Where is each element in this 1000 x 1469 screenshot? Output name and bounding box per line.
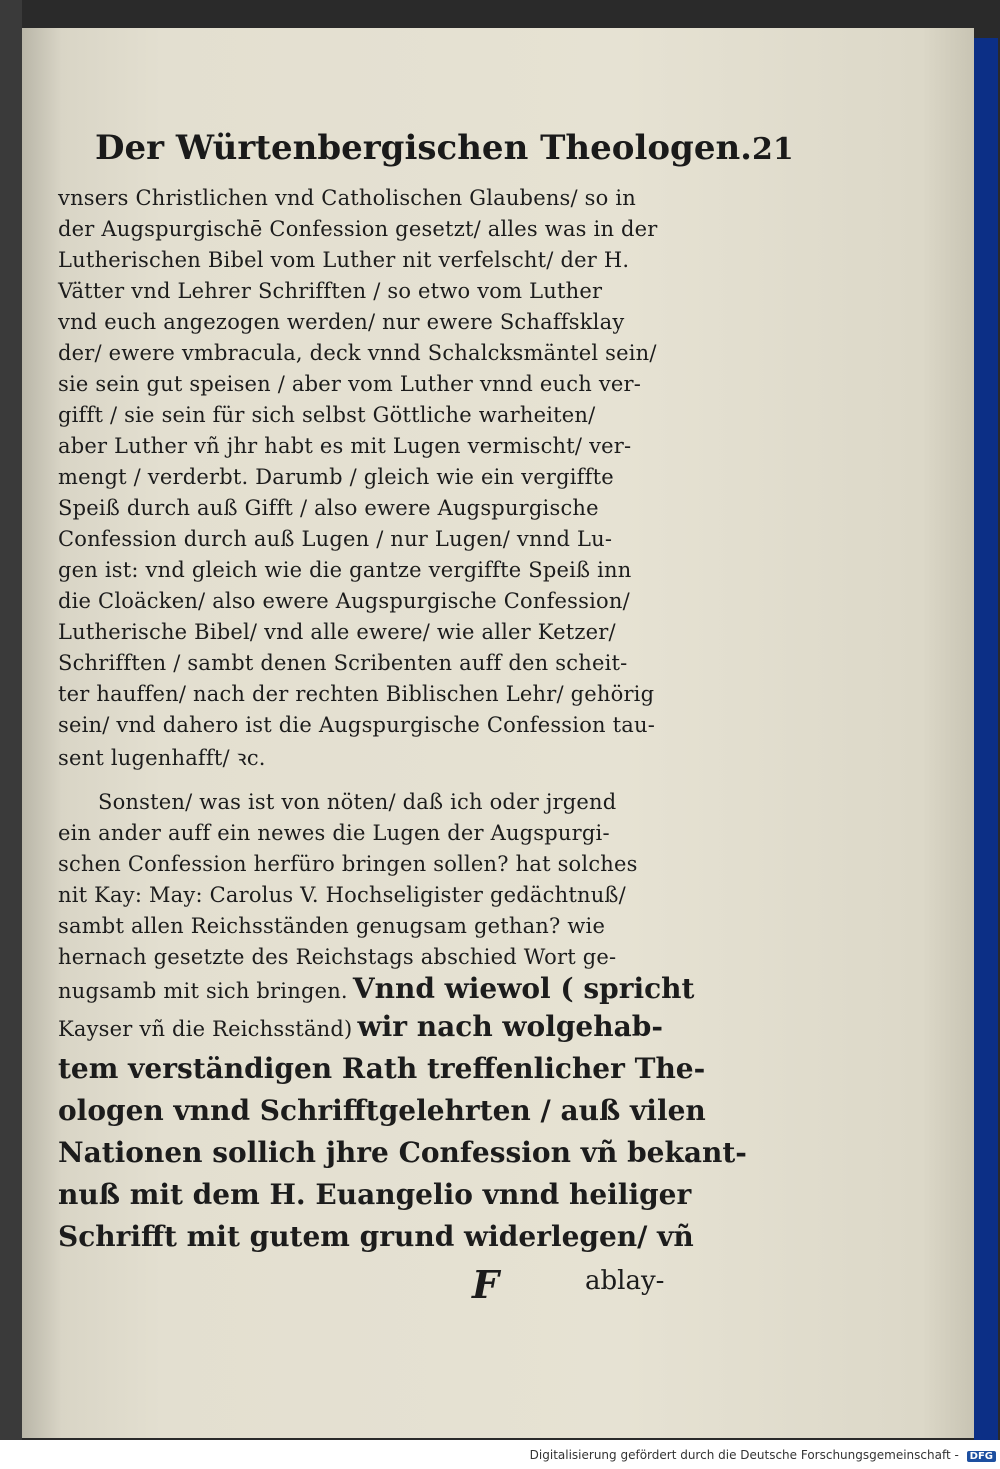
text-line: sein/ vnd dahero ist die Augspurgische Confession tau- (58, 713, 656, 737)
text-line: Speiß durch auß Gifft / also ewere Augspurgische (58, 496, 599, 520)
text-line: mengt / verderbt. Darumb / gleich wie ein vergiffte (58, 465, 614, 489)
text-line: Vätter vnd Lehrer Schrifften / so etwo vom Luther (58, 279, 603, 303)
text-line: Lutherischen Bibel vom Luther nit verfelscht/ der H. (58, 248, 630, 272)
text-line: ter hauffen/ nach der rechten Biblischen Lehr/ gehörig (58, 682, 655, 706)
text-line: Sonsten/ was ist von nöten/ daß ich oder jrgend (98, 790, 617, 814)
text-line: hernach gesetzte des Reichstags abschied Wort ge- (58, 945, 617, 969)
text-line: sent lugenhafft/ ꝛc. (58, 746, 266, 770)
catchword: ablay- (585, 1266, 665, 1296)
page-number: 21 (752, 132, 794, 167)
text-line: Schrifften / sambt denen Scribenten auff den scheit- (58, 651, 628, 675)
running-title: Der Würtenbergischen Theologen. (95, 128, 753, 168)
text-line: gen ist: vnd gleich wie die gantze vergiffte Speiß inn (58, 558, 632, 582)
text-line: Confession durch auß Lugen / nur Lugen/ vnnd Lu- (58, 527, 613, 551)
text-line: schen Confession herfüro bringen sollen? hat solches (58, 852, 638, 876)
text-line-large: tem verständigen Rath treffenlicher The- (58, 1052, 706, 1085)
text-line: sambt allen Reichsständen genugsam gethan? wie (58, 914, 606, 938)
footer-text: Digitalisierung gefördert durch die Deutsche Forschungsgemeinschaft - (529, 1448, 959, 1462)
text-line: aber Luther vñ jhr habt es mit Lugen vermischt/ ver- (58, 434, 632, 458)
text-line: die Cloäcken/ also ewere Augspurgische Confession/ (58, 589, 630, 613)
footer-credit (0, 1448, 996, 1462)
text-line: Lutherische Bibel/ vnd alle ewere/ wie aller Ketzer/ (58, 620, 616, 644)
text-line-large: Nationen sollich jhre Confession vñ bekant- (58, 1136, 747, 1169)
text-line: gifft / sie sein für sich selbst Göttliche warheiten/ (58, 403, 596, 427)
text-line: vnsers Christlichen vnd Catholischen Glaubens/ so in (58, 186, 637, 210)
text-line: der/ ewere vmbracula, deck vnnd Schalcksmäntel sein/ (58, 341, 657, 365)
dfg-logo: DFG (967, 1451, 996, 1462)
text-line: sie sein gut speisen / aber vom Luther vnnd euch ver- (58, 372, 642, 396)
text-line-mixed (58, 1010, 663, 1043)
text-fragment-large: wir nach wolgehab- (357, 1010, 663, 1043)
text-line-large: nuß mit dem H. Euangelio vnnd heiliger (58, 1178, 692, 1211)
text-line: vnd euch angezogen werden/ nur ewere Schaffsklay (58, 310, 625, 334)
blue-scan-edge (974, 38, 998, 1440)
text-line-mixed (58, 972, 694, 1005)
text-line: der Augspurgischē Confession gesetzt/ alles was in der (58, 217, 658, 241)
text-line: ein ander auff ein newes die Lugen der Augspurgi- (58, 821, 610, 845)
text-line-large: Schrifft mit gutem grund widerlegen/ vñ (58, 1220, 694, 1253)
text-line: nit Kay: May: Carolus V. Hochseligister gedächtnuß/ (58, 883, 626, 907)
text-fragment-large: Vnnd wiewol ( spricht (352, 972, 695, 1005)
signature-mark: F (472, 1262, 499, 1307)
text-line-large: ologen vnnd Schrifftgelehrten / auß vilen (58, 1094, 706, 1127)
text-fragment-small: nugsamb mit sich bringen. (58, 979, 348, 1003)
text-fragment-small: Kayser vñ die Reichsständ) (58, 1017, 353, 1041)
left-scan-margin (0, 0, 22, 1440)
running-header (95, 128, 794, 178)
